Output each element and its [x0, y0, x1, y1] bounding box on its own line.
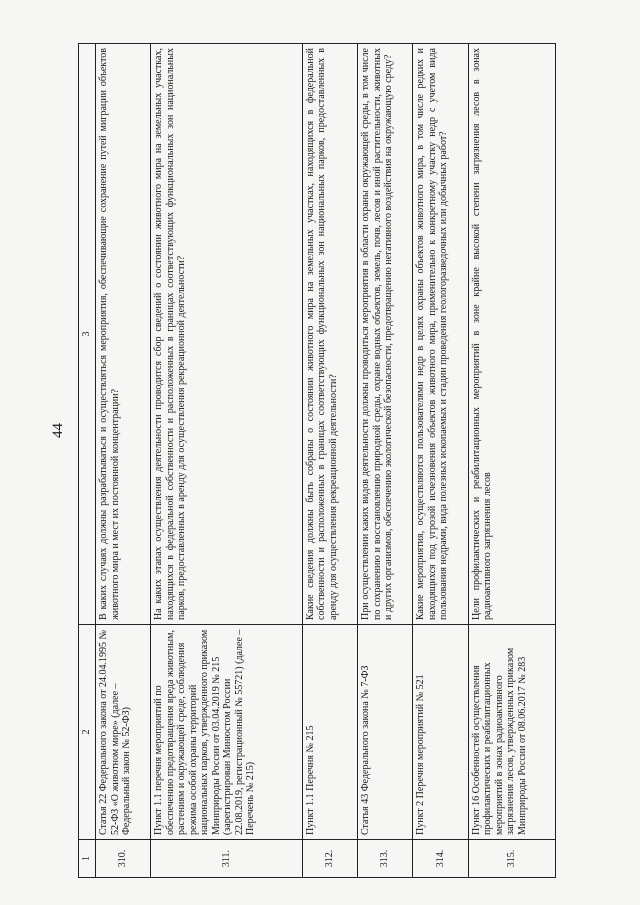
legal-source: Статья 43 Федерального закона № 7-ФЗ	[358, 625, 413, 840]
table-row	[413, 44, 468, 878]
table-row	[151, 44, 303, 878]
rotated-table-container	[78, 43, 556, 878]
row-number: 312.	[302, 840, 357, 878]
question-text: На каких этапах осуществления деятельности проводится сбор сведений о состоянии животного мира на земельных участках, находящихся в федеральной собственности и расположенных в границах соответствующих функциональных зон национальных парков, предоставленных в аренду для осуществления рекреационной деятельности?	[151, 44, 303, 625]
question-text: При осуществлении каких видов деятельности должны проводиться мероприятия в области охраны окружающей среды, в том числе по сохранению и восстановлению природной среды, охране водных объектов, земель, почв, лесов и иной растительности, животных и других организмов, обеспечению экологической безопасности, предотвращению негативного воздействия на окружающую среду?	[358, 44, 413, 625]
legal-source: Статья 22 Федерального закона от 24.04.1995 № 52-ФЗ «О животном мире» (далее – Федеральный закон № 52-ФЗ)	[96, 625, 151, 840]
question-text: В каких случаях должны разрабатываться и осуществляться мероприятия, обеспечивающие сохранение путей миграции объектов животного мира и мест их постоянной концентрации?	[96, 44, 151, 625]
table-row	[302, 44, 357, 878]
legal-source: Пункт 1.1 перечня мероприятий по обеспечению предотвращения вреда животным, растениям и окружающей среде, соблюдения режима особой охраны территорий национальных парков, утвержденного приказом Минприроды России от 03.04.2019 № 215 (зарегистрирован Минюстом России 22.08.2019, регистрационный № 55721) (далее – Перечень № 215)	[151, 625, 303, 840]
table-header-row	[79, 44, 96, 878]
question-text: Какие сведения должны быть собраны о состоянии животного мира на земельных участках, находящихся в федеральной собственности и расположенных в границах соответствующих функциональных зон национальных парков, предоставленных в аренду для осуществления рекреационной деятельности?	[302, 44, 357, 625]
legal-source: Пункт 16 Особенностей осуществления профилактических и реабилитационных мероприятий в зонах радиоактивного загрязнения лесов, утвержденных приказом Минприроды России от 08.06.2017 № 283	[468, 625, 555, 840]
row-number: 315.	[468, 840, 555, 878]
table-row	[96, 44, 151, 878]
question-text: Какие мероприятия, осуществляются пользователями недр в целях охраны объектов животного мира, в том числе редких и находящихся под угрозой исчезновения объектов животного мира, применительно к конкретному участку недр с учетом вида пользования недрами, вида полезных ископаемых и стадии проведения геологоразведочных или добычных работ?	[413, 44, 468, 625]
legal-source: Пункт 2 Перечня мероприятий № 521	[413, 625, 468, 840]
legal-source: Пункт 1.1 Перечня № 215	[302, 625, 357, 840]
table-row	[468, 44, 555, 878]
row-number: 313.	[358, 840, 413, 878]
column-header: 2	[79, 625, 96, 840]
column-header: 1	[79, 840, 96, 878]
page-number: 44	[50, 423, 66, 438]
row-number: 310.	[96, 840, 151, 878]
table-row	[358, 44, 413, 878]
row-number: 311.	[151, 840, 303, 878]
question-text: Цели профилактических и реабилитационных мероприятий в зоне крайне высокой степени загрязнения лесов в зонах радиоактивного загрязнения лесов	[468, 44, 555, 625]
row-number: 314.	[413, 840, 468, 878]
checklist-table	[78, 43, 556, 878]
column-header: 3	[79, 44, 96, 625]
